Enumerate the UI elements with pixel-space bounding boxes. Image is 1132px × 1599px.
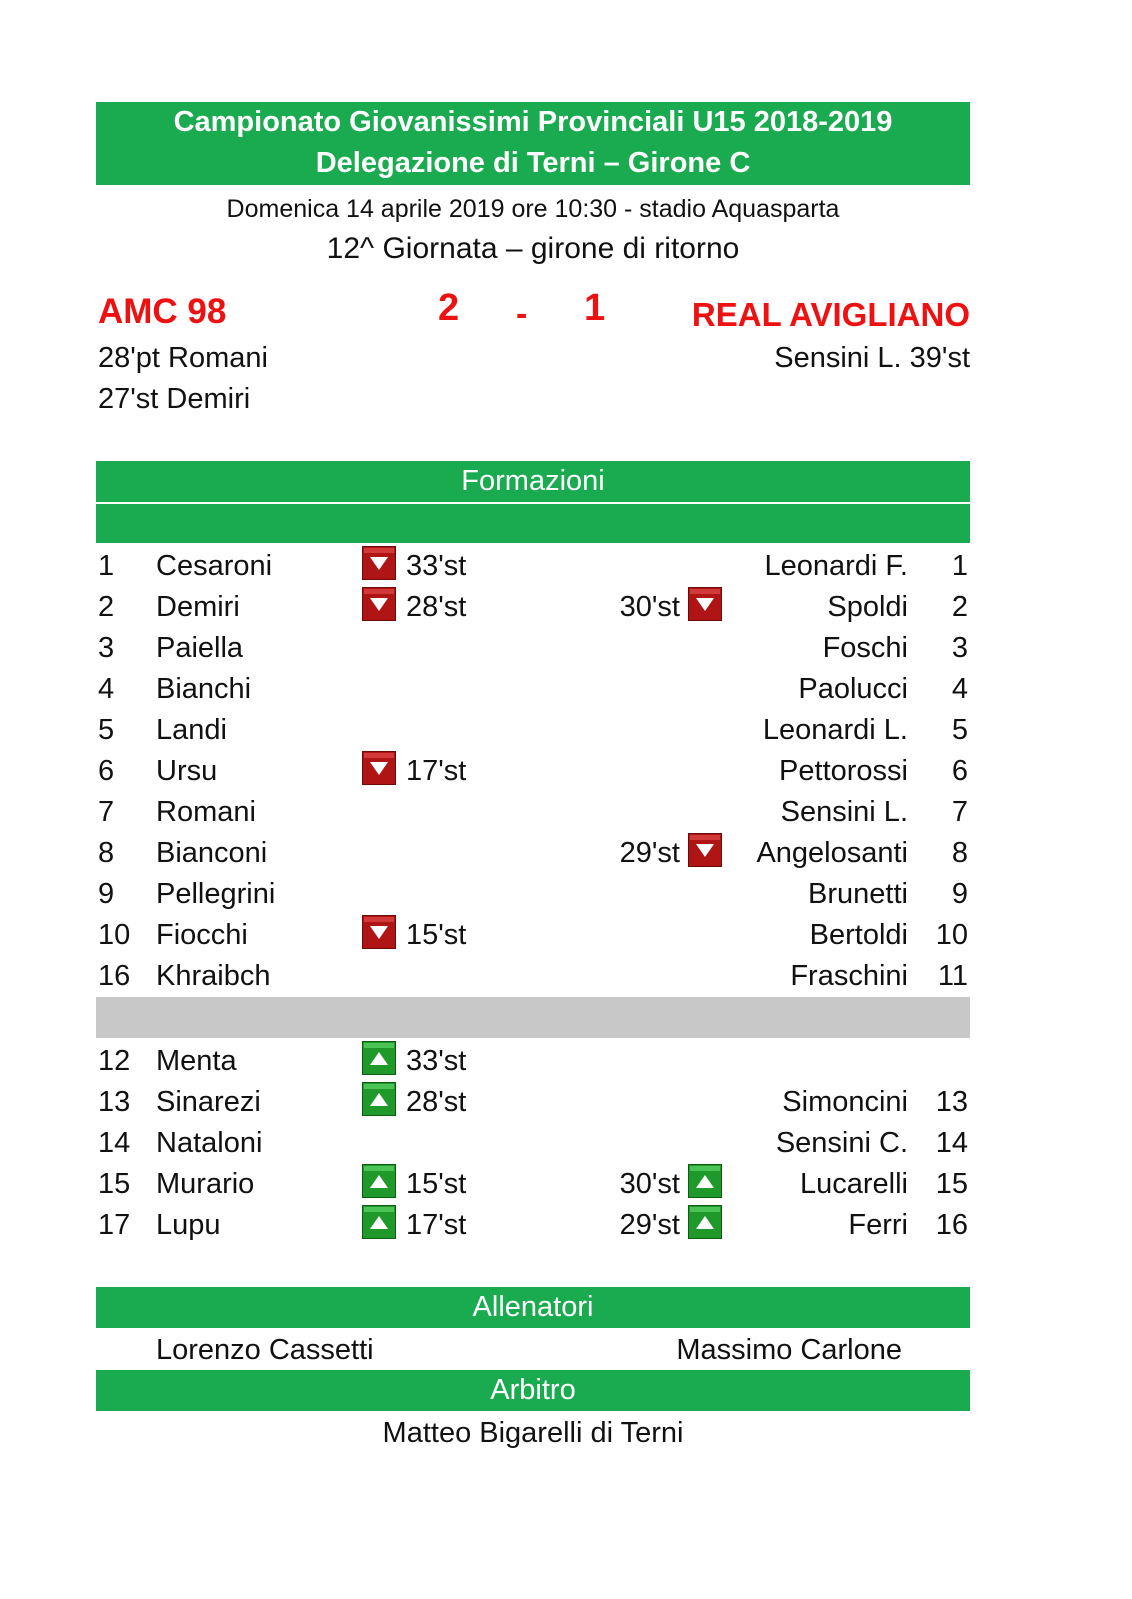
- home-player-name: Menta: [156, 1045, 237, 1077]
- home-player-number: 4: [98, 673, 115, 705]
- lineup-row: [96, 1205, 970, 1246]
- lineup-row: [96, 1041, 970, 1082]
- lineup-row: [96, 546, 970, 587]
- bench-divider: [96, 997, 970, 1038]
- away-player-number: 8: [951, 837, 968, 869]
- referee-name: Matteo Bigarelli di Terni: [382, 1417, 684, 1449]
- away-player-name: Leonardi L.: [762, 714, 908, 746]
- lineup-row: [96, 874, 970, 915]
- lineup-row: [96, 751, 970, 792]
- home-player-name: Ursu: [156, 755, 218, 787]
- lineup-row: [96, 1082, 970, 1123]
- home-coach: Lorenzo Cassetti: [156, 1334, 374, 1366]
- away-player-number: 2: [951, 591, 968, 623]
- away-player-number: 15: [935, 1168, 968, 1200]
- home-sub-minute: 17'st: [406, 755, 467, 787]
- lineup-row: [96, 956, 970, 997]
- lineup-row: [96, 669, 970, 710]
- green-up-arrow-icon: [688, 1164, 722, 1198]
- home-player-name: Bianconi: [156, 837, 268, 869]
- lineup-row: [96, 628, 970, 669]
- red-down-arrow-icon: [362, 546, 396, 580]
- away-player-name: Leonardi F.: [764, 550, 908, 582]
- home-player-number: 1: [98, 550, 115, 582]
- home-player-name: Cesaroni: [156, 550, 273, 582]
- away-sub-minute: 30'st: [619, 1168, 680, 1200]
- away-sub-minute: 29'st: [619, 1209, 680, 1241]
- home-player-name: Romani: [156, 796, 256, 828]
- home-score: 2: [438, 287, 460, 329]
- away-player-name: Angelosanti: [756, 837, 908, 869]
- green-up-arrow-icon: [362, 1041, 396, 1075]
- red-down-arrow-icon: [362, 915, 396, 949]
- score-separator: -: [516, 295, 528, 333]
- away-player-number: 5: [951, 714, 968, 746]
- home-player-number: 3: [98, 632, 115, 664]
- home-player-name: Khraibch: [156, 960, 271, 992]
- home-player-number: 7: [98, 796, 115, 828]
- home-sub-minute: 28'st: [406, 1086, 467, 1118]
- home-sub-minute: 15'st: [406, 1168, 467, 1200]
- lineup-row: [96, 710, 970, 751]
- home-sub-minute: 28'st: [406, 591, 467, 623]
- lineup-row: [96, 1164, 970, 1205]
- away-scorer: Sensini L. 39'st: [774, 342, 970, 374]
- referee-title: Arbitro: [490, 1374, 576, 1406]
- home-player-name: Murario: [156, 1168, 255, 1200]
- round-title: 12^ Giornata – girone di ritorno: [326, 232, 740, 265]
- home-player-number: 17: [98, 1209, 131, 1241]
- away-player-name: Sensini C.: [775, 1127, 908, 1159]
- home-player-name: Pellegrini: [156, 878, 276, 910]
- group-title: Delegazione di Terni – Girone C: [315, 147, 751, 179]
- away-player-name: Spoldi: [827, 591, 908, 623]
- home-scorer: 28'pt Romani: [98, 342, 268, 374]
- away-score: 1: [584, 287, 606, 329]
- home-player-name: Paiella: [156, 632, 244, 664]
- home-player-number: 6: [98, 755, 115, 787]
- coaches-header: [96, 1287, 970, 1328]
- home-player-number: 10: [98, 919, 131, 951]
- home-player-number: 14: [98, 1127, 131, 1159]
- home-sub-minute: 33'st: [406, 550, 467, 582]
- lineup-row: [96, 833, 970, 874]
- home-player-number: 12: [98, 1045, 131, 1077]
- home-player-name: Sinarezi: [156, 1086, 261, 1118]
- home-player-number: 8: [98, 837, 115, 869]
- away-player-name: Fraschini: [790, 960, 908, 992]
- away-player-number: 7: [951, 796, 968, 828]
- home-scorer: 27'st Demiri: [98, 383, 251, 415]
- red-down-arrow-icon: [362, 751, 396, 785]
- home-player-number: 5: [98, 714, 115, 746]
- lineups-title: Formazioni: [461, 465, 605, 497]
- championship-title: Campionato Giovanissimi Provinciali U15 2018-2019: [173, 106, 893, 138]
- home-player-name: Nataloni: [156, 1127, 263, 1159]
- away-player-number: 6: [951, 755, 968, 787]
- home-player-name: Lupu: [156, 1209, 221, 1241]
- red-down-arrow-icon: [362, 587, 396, 621]
- home-player-name: Demiri: [156, 591, 240, 623]
- home-player-name: Fiocchi: [156, 919, 248, 951]
- away-player-number: 13: [935, 1086, 968, 1118]
- away-player-name: Foschi: [822, 632, 908, 664]
- coaches-title: Allenatori: [472, 1291, 594, 1323]
- home-sub-minute: 17'st: [406, 1209, 467, 1241]
- away-player-number: 3: [951, 632, 968, 664]
- away-player-number: 10: [935, 919, 968, 951]
- away-sub-minute: 30'st: [619, 591, 680, 623]
- lineups-header: [96, 461, 970, 502]
- away-coach: Massimo Carlone: [676, 1334, 902, 1366]
- green-up-arrow-icon: [362, 1164, 396, 1198]
- away-player-number: 16: [935, 1209, 968, 1241]
- home-sub-minute: 15'st: [406, 919, 467, 951]
- away-player-name: Brunetti: [808, 878, 908, 910]
- home-player-number: 13: [98, 1086, 131, 1118]
- home-team-name: AMC 98: [98, 292, 227, 331]
- away-player-name: Pettorossi: [779, 755, 908, 787]
- away-player-name: Ferri: [848, 1209, 908, 1241]
- referee-header: [96, 1370, 970, 1411]
- away-player-number: 1: [951, 550, 968, 582]
- home-player-name: Bianchi: [156, 673, 252, 705]
- away-player-number: 4: [951, 673, 968, 705]
- red-down-arrow-icon: [688, 587, 722, 621]
- away-player-name: Bertoldi: [809, 919, 908, 951]
- home-player-number: 15: [98, 1168, 131, 1200]
- lineup-row: [96, 792, 970, 833]
- away-sub-minute: 29'st: [619, 837, 680, 869]
- home-sub-minute: 33'st: [406, 1045, 467, 1077]
- away-player-name: Paolucci: [798, 673, 908, 705]
- away-team-name: REAL AVIGLIANO: [691, 296, 970, 333]
- home-player-number: 9: [98, 878, 115, 910]
- green-up-arrow-icon: [688, 1205, 722, 1239]
- home-player-name: Landi: [156, 714, 227, 746]
- away-player-name: Simoncini: [782, 1086, 908, 1118]
- away-player-number: 14: [935, 1127, 968, 1159]
- lineup-row: [96, 915, 970, 956]
- lineups-subheader: [96, 504, 970, 543]
- lineup-row: [96, 587, 970, 628]
- away-player-name: Sensini L.: [780, 796, 908, 828]
- away-player-number: 11: [937, 960, 968, 992]
- championship-header: [96, 102, 970, 185]
- match-date-venue: Domenica 14 aprile 2019 ore 10:30 - stadio Aquasparta: [226, 195, 840, 223]
- red-down-arrow-icon: [688, 833, 722, 867]
- lineup-row: [96, 1123, 970, 1164]
- away-player-number: 9: [951, 878, 968, 910]
- green-up-arrow-icon: [362, 1205, 396, 1239]
- home-player-number: 16: [98, 960, 131, 992]
- away-player-name: Lucarelli: [800, 1168, 908, 1200]
- home-player-number: 2: [98, 591, 115, 623]
- green-up-arrow-icon: [362, 1082, 396, 1116]
